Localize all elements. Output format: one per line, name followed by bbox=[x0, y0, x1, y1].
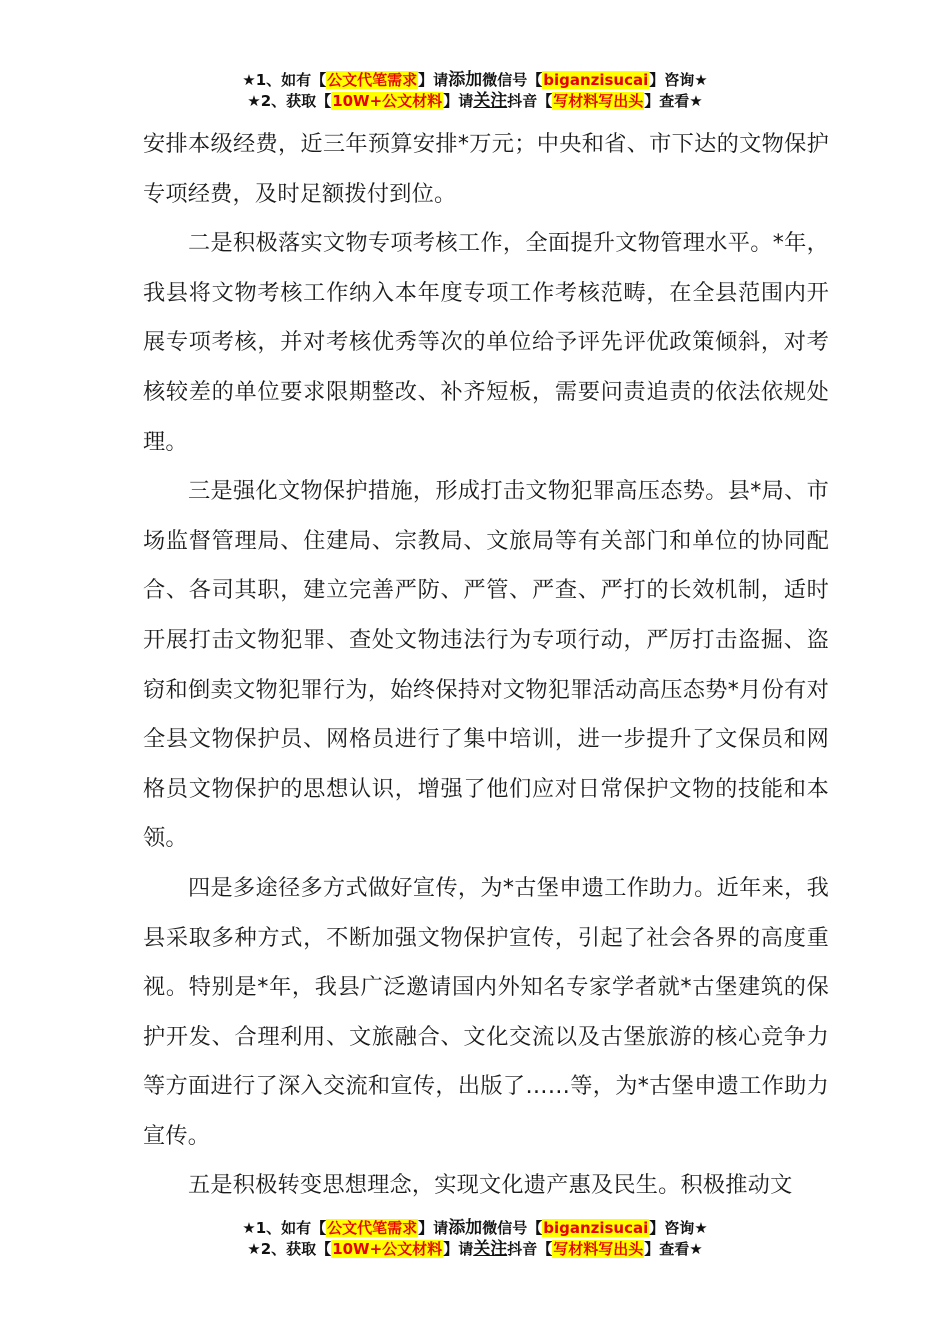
promo-text: 】查看★ bbox=[644, 92, 703, 110]
paragraph-item-2: 二是积极落实文物专项考核工作，全面提升文物管理水平。*年，我县将文物考核工作纳入本年度专项工作考核范畴，在全县范围内开展专项考核，并对考核优秀等次的单位给予评先评优政策倾斜，对考核较差的单位要求限期整改、补齐短板，需要问责追责的依法依规处理。 bbox=[143, 230, 829, 455]
paragraph-continuation: 安排本级经费，近三年预算安排*万元；中央和省、市下达的文物保护专项经费，及时足额拨付到位。 bbox=[143, 131, 829, 207]
promo-emphasis: 添加 bbox=[448, 70, 483, 90]
document-body bbox=[143, 120, 829, 1211]
paragraph-item-3: 三是强化文物保护措施，形成打击文物犯罪高压态势。县*局、市场监督管理局、住建局、宗教局、文旅局等有关部门和单位的协同配合、各司其职，建立完善严防、严管、严查、严打的长效机制，适时开展打击文物犯罪、查处文物违法行为专项行动，严厉打击盗掘、盗窃和倒卖文物犯罪行为，始终保持对文物犯罪活动高压态势*月份有对全县文物保护员、网格员进行了集中培训，进一步提升了文保员和网格员文物保护的思想认识，增强了他们应对日常保护文物的技能和本领。 bbox=[143, 478, 829, 852]
promo-text: 】查看★ bbox=[644, 1240, 703, 1258]
promo-highlight-service: 公文代笔需求 bbox=[327, 71, 418, 89]
promo-highlight-wechat-id: biganzisucai bbox=[543, 71, 649, 89]
promo-text: 抖音【 bbox=[507, 1240, 553, 1258]
header-promo-banner bbox=[0, 70, 950, 112]
promo-emphasis: 关注 bbox=[473, 91, 508, 111]
promo-highlight-douyin-account: 写材料写出头 bbox=[553, 1240, 644, 1258]
promo-highlight-materials: 10W+公文材料 bbox=[332, 92, 443, 110]
promo-text: 】请 bbox=[418, 1219, 449, 1237]
promo-text: 抖音【 bbox=[507, 92, 553, 110]
promo-highlight-materials: 10W+公文材料 bbox=[332, 1240, 443, 1258]
promo-text: 微信号【 bbox=[482, 1219, 543, 1237]
paragraph-item-5: 五是积极转变思想理念，实现文化遗产惠及民生。积极推动文 bbox=[188, 1172, 793, 1199]
promo-line-2 bbox=[0, 1239, 950, 1260]
promo-text: ★1、如有【 bbox=[242, 1219, 327, 1237]
paragraph-item-4: 四是多途径多方式做好宣传，为*古堡申遗工作助力。近年来，我县采取多种方式，不断加强文物保护宣传，引起了社会各界的高度重视。特别是*年，我县广泛邀请国内外知名专家学者就*古堡建筑的保护开发、合理利用、文旅融合、文化交流以及古堡旅游的核心竞争力等方面进行了深入交流和宣传，出版了……等，为*古堡申遗工作助力宣传。 bbox=[143, 874, 829, 1149]
promo-line-1 bbox=[0, 70, 950, 91]
promo-line-2 bbox=[0, 91, 950, 112]
promo-highlight-service: 公文代笔需求 bbox=[327, 1219, 418, 1237]
promo-text: 】请 bbox=[443, 92, 474, 110]
footer-promo-banner bbox=[0, 1218, 950, 1260]
promo-text: 】咨询★ bbox=[649, 1219, 708, 1237]
promo-text: 】请 bbox=[443, 1240, 474, 1258]
promo-text: 】请 bbox=[418, 71, 449, 89]
promo-highlight-wechat-id: biganzisucai bbox=[543, 1219, 649, 1237]
promo-text: ★2、获取【 bbox=[247, 92, 332, 110]
promo-text: ★1、如有【 bbox=[242, 71, 327, 89]
promo-line-1 bbox=[0, 1218, 950, 1239]
promo-text: 】咨询★ bbox=[649, 71, 708, 89]
promo-emphasis: 添加 bbox=[448, 1218, 483, 1238]
promo-emphasis: 关注 bbox=[473, 1239, 508, 1259]
promo-text: 微信号【 bbox=[482, 71, 543, 89]
promo-highlight-douyin-account: 写材料写出头 bbox=[553, 92, 644, 110]
promo-text: ★2、获取【 bbox=[247, 1240, 332, 1258]
